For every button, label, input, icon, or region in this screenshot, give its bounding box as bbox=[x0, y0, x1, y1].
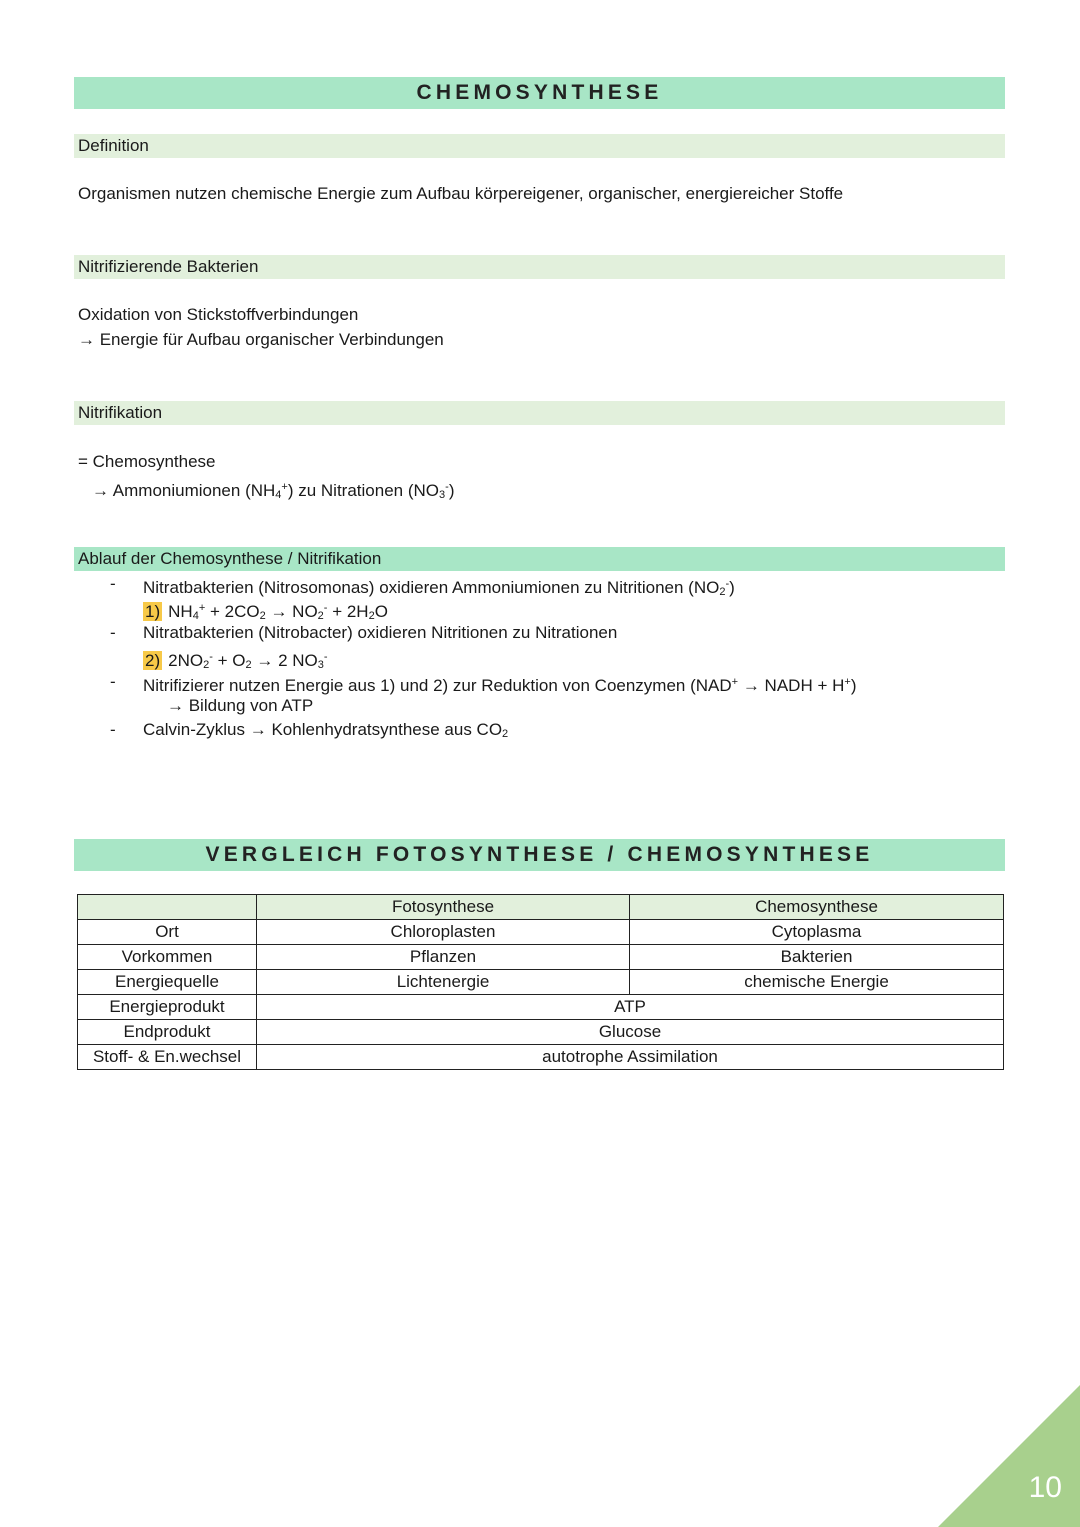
step-text: → Bildung von ATP bbox=[167, 695, 314, 715]
formula-part: ) bbox=[448, 480, 455, 500]
step-text: ) bbox=[850, 675, 857, 695]
table-row bbox=[78, 920, 1004, 945]
nitrifizierende-line2: → Energie für Aufbau organischer Verbindungen bbox=[78, 329, 444, 349]
formula-part: → Ammoniumionen (NH bbox=[92, 480, 276, 500]
nitrifizierende-heading: Nitrifizierende Bakterien bbox=[74, 255, 1005, 279]
table-cell: ATP bbox=[257, 995, 1004, 1020]
superscript: - bbox=[323, 602, 328, 615]
nitrifikation-line2 bbox=[92, 475, 454, 508]
formula-part: NH bbox=[168, 602, 193, 622]
main-title: CHEMOSYNTHESE bbox=[74, 77, 1005, 109]
step-text: → NADH + H bbox=[738, 675, 845, 695]
row-label: Energiequelle bbox=[78, 970, 257, 995]
subscript: 4 bbox=[275, 488, 282, 501]
formula-part: + 2CO bbox=[205, 602, 260, 622]
table-header-cell bbox=[78, 895, 257, 920]
nitrifikation-line1: = Chemosynthese bbox=[78, 452, 216, 471]
equation-1 bbox=[78, 596, 857, 623]
table-header-cell: Fotosynthese bbox=[257, 895, 630, 920]
table-cell: Bakterien bbox=[630, 945, 1004, 970]
subscript: 3 bbox=[317, 659, 324, 672]
formula-part: → NO bbox=[265, 602, 318, 622]
row-label: Ort bbox=[78, 920, 257, 945]
superscript: + bbox=[281, 480, 288, 493]
table-cell: Chloroplasten bbox=[257, 920, 630, 945]
table-row bbox=[78, 1045, 1004, 1070]
equation-number: 1) bbox=[145, 602, 161, 622]
subscript: 2 bbox=[317, 610, 324, 623]
page-number: 10 bbox=[1028, 1471, 1062, 1504]
subscript: 2 bbox=[203, 659, 210, 672]
table-row bbox=[78, 1020, 1004, 1045]
nitrifikation-heading: Nitrifikation bbox=[74, 401, 1005, 425]
table-row bbox=[78, 995, 1004, 1020]
table-header-cell: Chemosynthese bbox=[630, 895, 1004, 920]
bullet-dash: - bbox=[110, 720, 116, 740]
comparison-table bbox=[77, 894, 1004, 1070]
subscript: 2 bbox=[368, 610, 375, 623]
step-text: Calvin-Zyklus → Kohlenhydratsynthese aus CO bbox=[143, 720, 503, 740]
step-text: Nitrifizierer nutzen Energie aus 1) und 2) zur Reduktion von Coenzymen (NAD bbox=[143, 675, 732, 695]
nitrifizierende-text bbox=[78, 303, 444, 352]
bullet-dash: - bbox=[110, 574, 116, 593]
table-cell: autotrophe Assimilation bbox=[257, 1045, 1004, 1070]
definition-text: Organismen nutzen chemische Energie zum Aufbau körpereigener, organischer, energiereicher Stoffe bbox=[78, 184, 844, 203]
superscript: + bbox=[844, 675, 851, 688]
superscript: + bbox=[198, 602, 206, 615]
step-text: ) bbox=[729, 578, 735, 597]
subscript: 4 bbox=[192, 610, 199, 623]
equation-number: 2) bbox=[145, 651, 161, 671]
table-cell: Glucose bbox=[257, 1020, 1004, 1045]
superscript: - bbox=[209, 651, 213, 664]
row-label: Endprodukt bbox=[78, 1020, 257, 1045]
equation-2 bbox=[78, 645, 857, 672]
formula-part: + 2H bbox=[327, 602, 369, 622]
table-cell: Pflanzen bbox=[257, 945, 630, 970]
subscript: 2 bbox=[259, 610, 266, 623]
superscript: - bbox=[445, 480, 449, 493]
ablauf-heading: Ablauf der Chemosynthese / Nitrifikation bbox=[74, 547, 1005, 571]
subscript: 2 bbox=[502, 728, 509, 741]
subscript: 2 bbox=[719, 586, 726, 598]
row-label: Vorkommen bbox=[78, 945, 257, 970]
nitrifizierende-line1: Oxidation von Stickstoffverbindungen bbox=[78, 305, 359, 324]
formula-part: 2NO bbox=[168, 651, 204, 671]
formula-part: ) zu Nitrationen (NO bbox=[287, 480, 440, 500]
list-item bbox=[78, 572, 857, 596]
table-cell: chemische Energie bbox=[630, 970, 1004, 995]
list-item bbox=[78, 670, 857, 694]
table-header-row bbox=[78, 895, 1004, 920]
nitrifikation-text bbox=[78, 450, 454, 507]
formula-part: + O bbox=[212, 651, 246, 671]
table-cell: Lichtenergie bbox=[257, 970, 630, 995]
subscript: 3 bbox=[439, 488, 446, 501]
superscript: + bbox=[731, 675, 739, 688]
step-text: Nitratbakterien (Nitrosomonas) oxidieren Ammoniumionen zu Nitritionen (NO bbox=[143, 578, 720, 597]
compare-title: VERGLEICH FOTOSYNTHESE / CHEMOSYNTHESE bbox=[74, 839, 1005, 871]
row-label: Energieprodukt bbox=[78, 995, 257, 1020]
list-item bbox=[78, 621, 857, 645]
corner-decoration bbox=[938, 1385, 1080, 1527]
formula-part: → 2 NO bbox=[251, 651, 318, 671]
superscript: - bbox=[323, 651, 328, 664]
list-item-continuation bbox=[78, 694, 857, 718]
superscript: - bbox=[725, 578, 730, 590]
row-label: Stoff- & En.wechsel bbox=[78, 1045, 257, 1070]
formula-part: O bbox=[374, 602, 388, 622]
step-text: Nitratbakterien (Nitrobacter) oxidieren Nitritionen zu Nitrationen bbox=[143, 622, 618, 642]
bullet-dash: - bbox=[110, 622, 116, 642]
table-row bbox=[78, 970, 1004, 995]
table-cell: Cytoplasma bbox=[630, 920, 1004, 945]
subscript: 2 bbox=[245, 659, 252, 672]
definition-heading: Definition bbox=[74, 134, 1005, 158]
ablauf-list bbox=[78, 572, 857, 743]
table-row bbox=[78, 945, 1004, 970]
bullet-dash: - bbox=[110, 671, 116, 691]
list-item bbox=[78, 718, 857, 742]
